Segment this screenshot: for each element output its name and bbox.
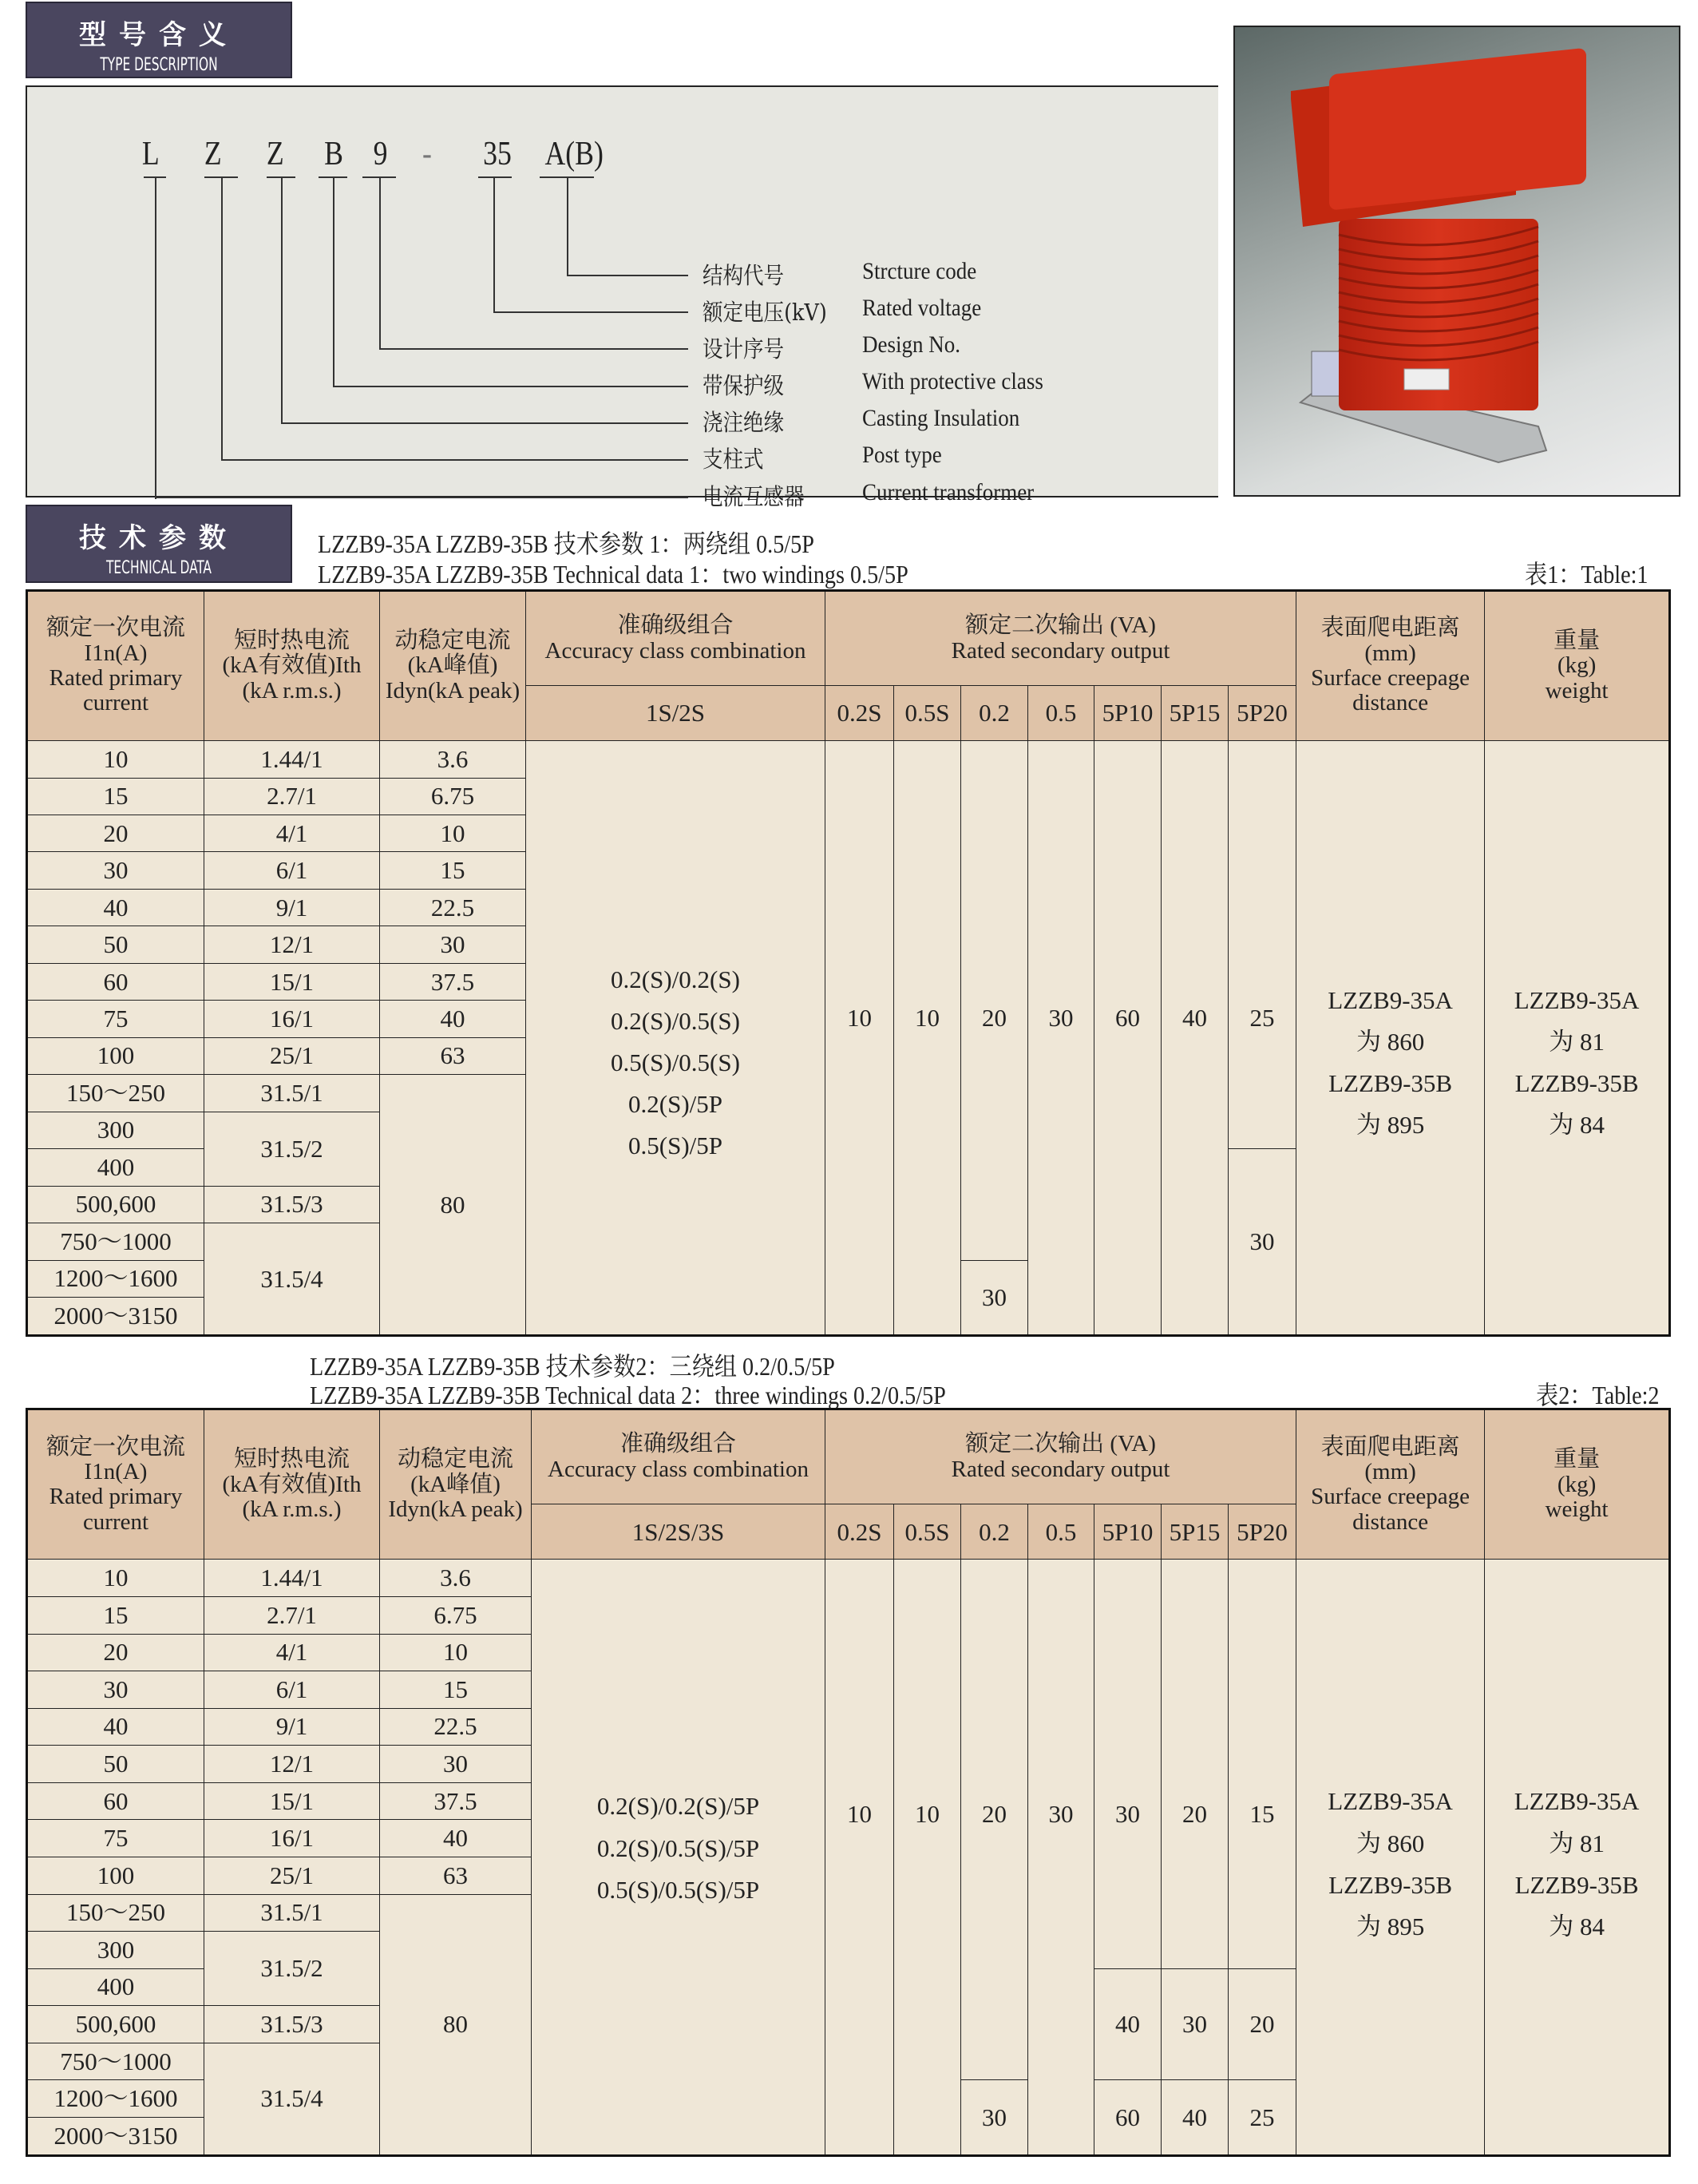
cell-ith: 9/1: [204, 1708, 380, 1746]
cell-primary-current: 75: [27, 1820, 204, 1857]
legend-cn-design: 设计序号: [703, 335, 785, 363]
code-letter-l: L: [141, 136, 160, 172]
header-creepage-unit: (mm): [1364, 1458, 1416, 1484]
table2-title-cn: LZZB9-35A LZZB9-35B 技术参数2：三绕组 0.2/0.5/5P: [310, 1352, 835, 1381]
cell-primary-current: 60: [27, 1782, 204, 1820]
cell-out-0.2-b: 30: [961, 1260, 1028, 1335]
legend-cn-casting: 浇注绝缘: [703, 409, 785, 436]
cell-out-5P10-c: 60: [1094, 2080, 1162, 2156]
leader-structure: [567, 176, 568, 275]
header-primary-current-unit: I1n(A): [84, 640, 148, 666]
cell-ith: 4/1: [204, 815, 380, 851]
cell-ith: 16/1: [204, 1820, 380, 1857]
cell-primary-current: 40: [27, 889, 204, 926]
accuracy-option: 0.5(S)/5P: [628, 1132, 722, 1160]
creepage-line: 为 895: [1356, 1111, 1425, 1140]
header-primary-current-en2: current: [82, 690, 149, 716]
cell-primary-current: 40: [27, 1708, 204, 1746]
cell-primary-current: 300: [27, 1112, 204, 1148]
cell-idyn: 10: [380, 815, 526, 851]
cell-idyn: 6.75: [380, 1597, 532, 1635]
technical-data-tag-en: TECHNICAL DATA: [106, 558, 212, 578]
header-ith: [204, 591, 380, 741]
cell-ith: 9/1: [204, 889, 380, 926]
header-ith-unit: (kA有效值)Ith: [222, 652, 362, 679]
header-weight-en: weight: [1545, 677, 1609, 704]
creepage-line: 为 895: [1356, 1912, 1425, 1940]
header-idyn: [380, 591, 526, 741]
cell-weight: [1485, 1560, 1670, 2156]
header-idyn-en: Idyn(kA peak): [388, 1496, 523, 1522]
header-weight: [1485, 591, 1670, 741]
header-out-0.2S: 0.2S: [825, 686, 894, 741]
weight-line: LZZB9-35B: [1514, 1870, 1639, 1899]
leader-h-voltage: [493, 311, 688, 313]
accuracy-option: 0.2(S)/0.5(S)/5P: [596, 1833, 760, 1862]
cell-primary-current: 750～1000: [27, 2043, 204, 2080]
cell-out-5P15: 40: [1162, 741, 1229, 1336]
cell-primary-current: 10: [27, 1560, 204, 1597]
legend-en-protective: With protective class: [862, 368, 1043, 394]
header-ith-cn: 短时热电流: [233, 1446, 350, 1473]
header-primary-current-en2: current: [82, 1508, 149, 1535]
cell-accuracy-combination: [532, 1560, 825, 2156]
header-creepage: [1296, 591, 1485, 741]
cell-idyn: 3.6: [380, 741, 526, 778]
leader-h-design: [379, 348, 688, 350]
table2-number: 表2：Table:2: [1536, 1381, 1660, 1409]
table1-title-en: LZZB9-35A LZZB9-35B Technical data 1：two windings 0.5/5P: [318, 560, 908, 589]
cell-ith: 31.5/3: [204, 1186, 380, 1223]
legend-cn-structure: 结构代号: [703, 262, 785, 289]
table1-number: 表1：Table:1: [1525, 560, 1649, 589]
creepage-line: 为 860: [1356, 1829, 1425, 1857]
header-weight-cn: 重量: [1554, 1446, 1601, 1473]
weight-line: LZZB9-35B: [1514, 1069, 1639, 1098]
header-secondary-output-cn: 额定二次输出 (VA): [965, 1431, 1156, 1457]
cell-primary-current: 30: [27, 1671, 204, 1709]
cell-idyn: 30: [380, 1746, 532, 1783]
type-description-tag-en: TYPE DESCRIPTION: [100, 55, 218, 75]
table1: [26, 589, 1671, 1337]
accuracy-option: 0.2(S)/0.5(S): [611, 1007, 740, 1036]
header-out-0.5: 0.5: [1028, 1504, 1094, 1560]
header-out-5P20: 5P20: [1229, 686, 1296, 741]
accuracy-option: 0.5(S)/0.5(S)/5P: [596, 1875, 760, 1904]
leader-h-protective: [333, 386, 688, 387]
cell-out-0.5: 30: [1028, 741, 1094, 1336]
leader-casting: [281, 176, 283, 424]
creepage-line: 为 860: [1356, 1028, 1425, 1056]
cell-primary-current: 2000～3150: [27, 2117, 204, 2155]
accuracy-option: 0.2(S)/0.2(S)/5P: [596, 1792, 760, 1821]
cell-ith: 25/1: [204, 1857, 380, 1894]
cell-idyn: 37.5: [380, 1782, 532, 1820]
cell-creepage: [1296, 1560, 1485, 2156]
header-creepage: [1296, 1409, 1485, 1560]
cell-idyn: 22.5: [380, 1708, 532, 1746]
cell-primary-current: 100: [27, 1037, 204, 1074]
cell-primary-current: 150～250: [27, 1075, 204, 1112]
header-out-0.5S: 0.5S: [894, 1504, 961, 1560]
cell-primary-current: 15: [27, 778, 204, 815]
cell-ith: 31.5/2: [204, 1112, 380, 1186]
cell-primary-current: 50: [27, 1746, 204, 1783]
header-primary-current-en1: Rated primary: [49, 1484, 183, 1510]
legend-en-post: Post type: [862, 442, 942, 468]
cell-ith: 1.44/1: [204, 1560, 380, 1597]
weight-line: 为 81: [1549, 1829, 1605, 1857]
header-out-0.2: 0.2: [961, 1504, 1028, 1560]
cell-idyn: 80: [380, 1075, 526, 1336]
header-weight-unit: (kg): [1557, 652, 1597, 679]
legend-cn-post: 支柱式: [703, 446, 764, 473]
cell-out-0.2-a: 20: [961, 1560, 1028, 2080]
cell-primary-current: 400: [27, 1149, 204, 1186]
code-letter-9: 9: [373, 136, 388, 172]
legend-en-voltage: Rated voltage: [862, 295, 982, 321]
cell-ith: 16/1: [204, 1001, 380, 1037]
header-idyn-cn: 动稳定电流: [397, 1446, 513, 1473]
cell-primary-current: 500,600: [27, 1186, 204, 1223]
legend-en-current: Current transformer: [862, 479, 1035, 505]
leader-current: [155, 176, 156, 499]
cell-out-5P20-c: 25: [1229, 2080, 1296, 2156]
legend-cn-current: 电流互感器: [703, 483, 805, 510]
code-letter-z1: Z: [204, 136, 222, 172]
header-out-5P10: 5P10: [1094, 686, 1162, 741]
header-secondary-output-en: Rated secondary output: [951, 637, 1170, 664]
table1-title-cn: LZZB9-35A LZZB9-35B 技术参数 1：两绕组 0.5/5P: [318, 529, 814, 558]
legend-en-structure: Strcture code: [862, 258, 977, 284]
cell-primary-current: 1200～1600: [27, 2080, 204, 2118]
cell-ith: 12/1: [204, 926, 380, 963]
cell-primary-current: 30: [27, 852, 204, 889]
table2-title-en: LZZB9-35A LZZB9-35B Technical data 2：three windings 0.2/0.5/5P: [310, 1381, 946, 1409]
header-weight-unit: (kg): [1557, 1471, 1597, 1497]
header-primary-current: [27, 1409, 204, 1560]
cell-out-5P10-b: 40: [1094, 1968, 1162, 2080]
header-accuracy: [526, 591, 825, 686]
header-idyn-cn: 动稳定电流: [394, 628, 511, 654]
cell-idyn: 40: [380, 1820, 532, 1857]
leader-h-post: [221, 459, 688, 461]
cell-out-0.5S: 10: [894, 741, 961, 1336]
weight-line: 为 81: [1549, 1028, 1605, 1056]
cell-primary-current: 75: [27, 1001, 204, 1037]
code-letter-dash: -: [422, 136, 432, 172]
cell-ith: 12/1: [204, 1746, 380, 1783]
header-weight-en: weight: [1545, 1496, 1609, 1522]
product-photo: [1233, 26, 1680, 497]
current-transformer-illustration: [1235, 27, 1679, 495]
cell-primary-current: 60: [27, 963, 204, 1000]
cell-ith: 31.5/4: [204, 1223, 380, 1336]
header-out-0.2: 0.2: [961, 686, 1028, 741]
cell-out-5P10: 60: [1094, 741, 1162, 1336]
code-letter-35: 35: [483, 136, 512, 172]
cell-out-0.2-a: 20: [961, 741, 1028, 1261]
header-creepage-en2: distance: [1352, 1508, 1429, 1535]
cell-primary-current: 400: [27, 1968, 204, 2006]
leader-post: [221, 176, 223, 461]
cell-ith: 6/1: [204, 852, 380, 889]
cell-idyn: 63: [380, 1037, 526, 1074]
cell-idyn: 63: [380, 1857, 532, 1894]
legend-en-design: Design No.: [862, 331, 960, 358]
header-out-0.5: 0.5: [1028, 686, 1094, 741]
header-creepage-cn: 表面爬电距离: [1320, 1433, 1460, 1460]
accuracy-option: 0.2(S)/0.2(S): [611, 965, 740, 994]
cell-ith: 31.5/1: [204, 1894, 380, 1932]
cell-idyn: 10: [380, 1634, 532, 1671]
header-creepage-en1: Surface creepage: [1311, 665, 1470, 692]
cell-accuracy-combination: [526, 741, 825, 1336]
cell-out-0.2S: 10: [825, 741, 894, 1336]
code-letter-z2: Z: [266, 136, 284, 172]
technical-data-tag: [26, 505, 292, 583]
leader-protective: [333, 176, 334, 387]
cell-ith: 31.5/3: [204, 2006, 380, 2043]
cell-primary-current: 500,600: [27, 2006, 204, 2043]
header-secondary-output: [825, 1409, 1296, 1504]
header-secondary-output: [825, 591, 1296, 686]
header-secondary-output-cn: 额定二次输出 (VA): [965, 612, 1156, 639]
cell-out-5P20-a: 25: [1229, 741, 1296, 1149]
cell-idyn: 15: [380, 852, 526, 889]
cell-primary-current: 300: [27, 1932, 204, 1969]
cell-ith: 25/1: [204, 1037, 380, 1074]
cell-ith: 31.5/2: [204, 1932, 380, 2006]
cell-ith: 4/1: [204, 1634, 380, 1671]
cell-primary-current: 10: [27, 741, 204, 778]
table2: [26, 1408, 1671, 2157]
weight-line: LZZB9-35A: [1514, 986, 1640, 1015]
header-out-5P20: 5P20: [1229, 1504, 1296, 1560]
cell-ith: 31.5/4: [204, 2043, 380, 2155]
cell-ith: 2.7/1: [204, 778, 380, 815]
code-letter-b: B: [324, 136, 343, 172]
header-ith-cn: 短时热电流: [233, 628, 350, 654]
header-accuracy-sub: 1S/2S/3S: [532, 1504, 825, 1560]
header-idyn-unit: (kA峰值): [407, 652, 498, 679]
cell-primary-current: 750～1000: [27, 1223, 204, 1260]
header-accuracy-sub: 1S/2S: [526, 686, 825, 741]
cell-idyn: 37.5: [380, 963, 526, 1000]
cell-creepage: [1296, 741, 1485, 1336]
header-accuracy-cn: 准确级组合: [619, 1431, 736, 1457]
header-primary-current: [27, 591, 204, 741]
header-secondary-output-en: Rated secondary output: [951, 1456, 1170, 1482]
cell-primary-current: 50: [27, 926, 204, 963]
header-primary-current-unit: I1n(A): [84, 1458, 148, 1484]
cell-out-5P15-b: 30: [1162, 1968, 1229, 2080]
header-out-5P15: 5P15: [1162, 1504, 1229, 1560]
cell-out-5P10-a: 30: [1094, 1560, 1162, 1968]
creepage-line: LZZB9-35A: [1328, 986, 1453, 1015]
header-out-5P10: 5P10: [1094, 1504, 1162, 1560]
header-accuracy-en: Accuracy class combination: [548, 1456, 809, 1482]
header-creepage-unit: (mm): [1364, 640, 1416, 666]
leader-design: [379, 176, 381, 349]
header-idyn: [380, 1409, 532, 1560]
leader-h-current: [155, 497, 688, 498]
creepage-line: LZZB9-35B: [1328, 1069, 1453, 1098]
cell-ith: 1.44/1: [204, 741, 380, 778]
cell-idyn: 3.6: [380, 1560, 532, 1597]
weight-line: 为 84: [1549, 1912, 1605, 1940]
header-out-0.5S: 0.5S: [894, 686, 961, 741]
header-idyn-en: Idyn(kA peak): [385, 677, 520, 704]
header-ith-en: (kA r.m.s.): [242, 677, 342, 704]
leader-voltage: [493, 176, 495, 312]
header-out-0.2S: 0.2S: [825, 1504, 894, 1560]
header-ith: [204, 1409, 380, 1560]
underline-35: [478, 176, 512, 178]
header-creepage-en1: Surface creepage: [1311, 1484, 1470, 1510]
header-primary-current-cn: 额定一次电流: [46, 1433, 185, 1460]
header-primary-current-cn: 额定一次电流: [46, 615, 185, 641]
header-accuracy-en: Accuracy class combination: [544, 637, 806, 664]
weight-line: LZZB9-35A: [1514, 1787, 1640, 1816]
cell-out-0.5S: 10: [894, 1560, 961, 2156]
cell-out-5P20-a: 15: [1229, 1560, 1296, 1968]
cell-ith: 2.7/1: [204, 1597, 380, 1635]
weight-line: 为 84: [1549, 1111, 1605, 1140]
header-ith-unit: (kA有效值)Ith: [222, 1471, 362, 1497]
cell-out-5P20-b: 20: [1229, 1968, 1296, 2080]
cell-out-0.2-b: 30: [961, 2080, 1028, 2156]
accuracy-option: 0.5(S)/0.5(S): [611, 1048, 740, 1077]
header-ith-en: (kA r.m.s.): [242, 1496, 342, 1522]
cell-idyn: 30: [380, 926, 526, 963]
legend-cn-protective: 带保护级: [703, 372, 785, 399]
header-out-5P15: 5P15: [1162, 686, 1229, 741]
cell-out-0.5: 30: [1028, 1560, 1094, 2156]
type-description-tag-cn: 型号含义: [79, 19, 239, 51]
cell-idyn: 15: [380, 1671, 532, 1709]
cell-idyn: 6.75: [380, 778, 526, 815]
code-letter-ab: A(B): [544, 136, 604, 172]
creepage-line: LZZB9-35B: [1328, 1870, 1453, 1899]
header-weight-cn: 重量: [1554, 628, 1601, 654]
cell-ith: 31.5/1: [204, 1075, 380, 1112]
header-creepage-cn: 表面爬电距离: [1320, 615, 1460, 641]
cell-primary-current: 2000～3150: [27, 1298, 204, 1336]
cell-primary-current: 150～250: [27, 1894, 204, 1932]
cell-out-5P15-c: 40: [1162, 2080, 1229, 2156]
cell-out-5P20-b: 30: [1229, 1149, 1296, 1336]
header-creepage-en2: distance: [1352, 690, 1429, 716]
cell-ith: 15/1: [204, 1782, 380, 1820]
accuracy-option: 0.2(S)/5P: [628, 1090, 722, 1119]
type-description-tag: [26, 2, 292, 78]
cell-ith: 15/1: [204, 963, 380, 1000]
legend-en-casting: Casting Insulation: [862, 405, 1020, 431]
leader-h-structure: [567, 275, 688, 276]
cell-idyn: 22.5: [380, 889, 526, 926]
header-idyn-unit: (kA峰值): [410, 1471, 501, 1497]
cell-weight: [1485, 741, 1670, 1336]
cell-primary-current: 20: [27, 1634, 204, 1671]
cell-idyn: 80: [380, 1894, 532, 2155]
header-primary-current-en1: Rated primary: [49, 665, 183, 692]
header-accuracy: [532, 1409, 825, 1504]
header-weight: [1485, 1409, 1670, 1560]
cell-out-5P15-a: 20: [1162, 1560, 1229, 1968]
cell-idyn: 40: [380, 1001, 526, 1037]
type-code-diagram: [26, 85, 1218, 510]
legend-cn-voltage: 额定电压(kV): [703, 299, 827, 326]
cell-out-0.2S: 10: [825, 1560, 894, 2156]
cell-primary-current: 15: [27, 1597, 204, 1635]
cell-primary-current: 20: [27, 815, 204, 851]
cell-ith: 6/1: [204, 1671, 380, 1709]
cell-primary-current: 100: [27, 1857, 204, 1894]
creepage-line: LZZB9-35A: [1328, 1787, 1453, 1816]
cell-primary-current: 1200～1600: [27, 1260, 204, 1297]
technical-data-tag-cn: 技术参数: [79, 522, 239, 554]
leader-h-casting: [281, 422, 688, 424]
header-accuracy-cn: 准确级组合: [617, 612, 734, 639]
